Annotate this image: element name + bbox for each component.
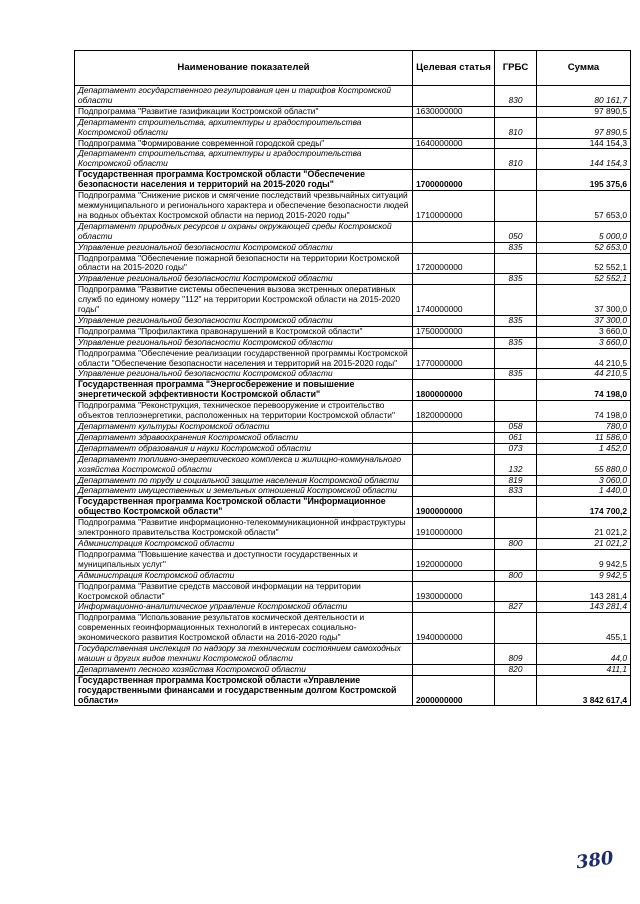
row-sum: 37 300,0 bbox=[537, 285, 631, 316]
row-grbs: 132 bbox=[495, 454, 537, 475]
row-target-article bbox=[413, 86, 495, 107]
row-sum: 21 021,2 bbox=[537, 518, 631, 539]
row-target-article: 1630000000 bbox=[413, 106, 495, 117]
table-header-row bbox=[75, 51, 631, 86]
row-name: Департамент природных ресурсов и охраны окружающей среды Костромской области bbox=[75, 221, 413, 242]
row-sum: 174 700,2 bbox=[537, 497, 631, 518]
row-target-article bbox=[413, 369, 495, 380]
row-sum: 143 281,4 bbox=[537, 581, 631, 602]
row-name: Департамент государственного регулирования цен и тарифов Костромской области bbox=[75, 86, 413, 107]
row-name: Подпрограмма "Развитие средств массовой информации на территории Костромской области" bbox=[75, 581, 413, 602]
row-grbs bbox=[495, 285, 537, 316]
row-name: Подпрограмма "Использование результатов космической деятельности и современных геоинформационных технологий в интересах социально-экономического развития Костромской области на 2016-2020 годы" bbox=[75, 613, 413, 644]
row-name: Управление региональной безопасности Костромской области bbox=[75, 337, 413, 348]
row-grbs: 810 bbox=[495, 117, 537, 138]
row-grbs: 827 bbox=[495, 602, 537, 613]
row-sum: 9 942,5 bbox=[537, 570, 631, 581]
row-grbs bbox=[495, 518, 537, 539]
row-grbs bbox=[495, 380, 537, 401]
row-name: Департамент культуры Костромской области bbox=[75, 422, 413, 433]
row-target-article: 1820000000 bbox=[413, 401, 495, 422]
table-row bbox=[75, 538, 631, 549]
row-sum: 1 440,0 bbox=[537, 486, 631, 497]
row-sum: 411,1 bbox=[537, 664, 631, 675]
row-target-article: 1740000000 bbox=[413, 285, 495, 316]
row-grbs: 800 bbox=[495, 538, 537, 549]
row-target-article: 1750000000 bbox=[413, 326, 495, 337]
row-sum: 37 300,0 bbox=[537, 315, 631, 326]
row-name: Подпрограмма "Повышение качества и доступности государственных и муниципальных услуг" bbox=[75, 549, 413, 570]
table-row bbox=[75, 138, 631, 149]
row-grbs: 820 bbox=[495, 664, 537, 675]
row-sum: 9 942,5 bbox=[537, 549, 631, 570]
row-target-article bbox=[413, 221, 495, 242]
row-grbs: 819 bbox=[495, 475, 537, 486]
table-row bbox=[75, 242, 631, 253]
row-target-article bbox=[413, 337, 495, 348]
row-target-article bbox=[413, 149, 495, 170]
table-row bbox=[75, 497, 631, 518]
table-row bbox=[75, 326, 631, 337]
table-row bbox=[75, 422, 631, 433]
row-sum: 144 154,3 bbox=[537, 138, 631, 149]
row-sum: 780,0 bbox=[537, 422, 631, 433]
row-sum: 44,0 bbox=[537, 644, 631, 665]
row-target-article bbox=[413, 664, 495, 675]
row-name: Государственная программа Костромской области «Управление государственными финансами и государственным долгом Костромской области» bbox=[75, 675, 413, 706]
row-grbs: 833 bbox=[495, 486, 537, 497]
row-grbs bbox=[495, 401, 537, 422]
row-grbs bbox=[495, 613, 537, 644]
table-row bbox=[75, 191, 631, 222]
row-name: Департамент лесного хозяйства Костромской области bbox=[75, 664, 413, 675]
header-grbs: ГРБС bbox=[495, 51, 537, 86]
row-target-article bbox=[413, 274, 495, 285]
table-row bbox=[75, 602, 631, 613]
table-row bbox=[75, 518, 631, 539]
row-target-article: 1800000000 bbox=[413, 380, 495, 401]
row-grbs bbox=[495, 170, 537, 191]
row-target-article bbox=[413, 422, 495, 433]
row-grbs bbox=[495, 106, 537, 117]
row-sum: 52 552,1 bbox=[537, 274, 631, 285]
header-sum: Сумма bbox=[537, 51, 631, 86]
row-name: Департамент имущественных и земельных отношений Костромской области bbox=[75, 486, 413, 497]
table-row bbox=[75, 337, 631, 348]
row-sum: 57 653,0 bbox=[537, 191, 631, 222]
row-target-article: 2000000000 bbox=[413, 675, 495, 706]
table-row bbox=[75, 369, 631, 380]
row-grbs bbox=[495, 581, 537, 602]
table-row bbox=[75, 348, 631, 369]
row-name: Подпрограмма "Снижение рисков и смягчение последствий чрезвычайных ситуаций межмуниципального и регионального характера и обеспечение безопасности людей на водных объектах Костромской области на период 2015-2020 годы" bbox=[75, 191, 413, 222]
row-sum: 80 161,7 bbox=[537, 86, 631, 107]
row-sum: 1 452,0 bbox=[537, 443, 631, 454]
row-name: Департамент строительства, архитектуры и градостроительства Костромской области bbox=[75, 149, 413, 170]
row-sum: 44 210,5 bbox=[537, 348, 631, 369]
row-grbs bbox=[495, 253, 537, 274]
row-name: Департамент топливно-энергетического комплекса и жилищно-коммунального хозяйства Костромской области bbox=[75, 454, 413, 475]
row-target-article: 1910000000 bbox=[413, 518, 495, 539]
row-name: Государственная инспекция по надзору за техническим состоянием самоходных машин и других видов техники Костромской области bbox=[75, 644, 413, 665]
row-name: Государственная программа Костромской области "Информационное общество Костромской области" bbox=[75, 497, 413, 518]
row-grbs: 810 bbox=[495, 149, 537, 170]
table-row bbox=[75, 549, 631, 570]
row-target-article: 1710000000 bbox=[413, 191, 495, 222]
table-row bbox=[75, 486, 631, 497]
row-name: Департамент здравоохранения Костромской области bbox=[75, 432, 413, 443]
row-target-article bbox=[413, 475, 495, 486]
budget-table bbox=[74, 50, 631, 706]
table-row bbox=[75, 644, 631, 665]
row-grbs: 073 bbox=[495, 443, 537, 454]
row-grbs bbox=[495, 138, 537, 149]
row-name: Подпрограмма "Обеспечение пожарной безопасности на территории Костромской области на 2015-2020 годы" bbox=[75, 253, 413, 274]
page-number: 380 bbox=[574, 847, 615, 874]
table-row bbox=[75, 454, 631, 475]
table-row bbox=[75, 274, 631, 285]
row-sum: 11 586,0 bbox=[537, 432, 631, 443]
row-target-article bbox=[413, 644, 495, 665]
row-grbs bbox=[495, 549, 537, 570]
row-grbs: 800 bbox=[495, 570, 537, 581]
table-row bbox=[75, 117, 631, 138]
table-row bbox=[75, 106, 631, 117]
row-name: Подпрограмма "Обеспечение реализации государственной программы Костромской области "Обеспечение безопасности населения и территорий на 2015-2020 годы" bbox=[75, 348, 413, 369]
row-sum: 74 198,0 bbox=[537, 401, 631, 422]
row-sum: 97 890,5 bbox=[537, 106, 631, 117]
table-row bbox=[75, 170, 631, 191]
row-target-article bbox=[413, 602, 495, 613]
row-grbs: 835 bbox=[495, 242, 537, 253]
row-sum: 144 154,3 bbox=[537, 149, 631, 170]
row-sum: 52 552,1 bbox=[537, 253, 631, 274]
row-name: Департамент строительства, архитектуры и градостроительства Костромской области bbox=[75, 117, 413, 138]
header-target-article: Целевая статья bbox=[413, 51, 495, 86]
row-name: Управление региональной безопасности Костромской области bbox=[75, 274, 413, 285]
row-target-article: 1720000000 bbox=[413, 253, 495, 274]
row-target-article bbox=[413, 443, 495, 454]
row-grbs: 835 bbox=[495, 274, 537, 285]
row-target-article bbox=[413, 117, 495, 138]
row-target-article bbox=[413, 242, 495, 253]
row-name: Подпрограмма "Развитие информационно-телекоммуникационной инфраструктуры электронного правительства Костромской области" bbox=[75, 518, 413, 539]
row-target-article: 1700000000 bbox=[413, 170, 495, 191]
row-name: Информационно-аналитическое управление Костромской области bbox=[75, 602, 413, 613]
table-row bbox=[75, 149, 631, 170]
row-name: Управление региональной безопасности Костромской области bbox=[75, 315, 413, 326]
row-sum: 74 198,0 bbox=[537, 380, 631, 401]
header-name: Наименование показателей bbox=[75, 51, 413, 86]
row-grbs bbox=[495, 675, 537, 706]
row-sum: 3 842 617,4 bbox=[537, 675, 631, 706]
row-target-article bbox=[413, 486, 495, 497]
row-grbs: 835 bbox=[495, 315, 537, 326]
table-row bbox=[75, 315, 631, 326]
row-sum: 3 060,0 bbox=[537, 475, 631, 486]
row-target-article: 1920000000 bbox=[413, 549, 495, 570]
row-target-article: 1640000000 bbox=[413, 138, 495, 149]
table-body bbox=[75, 86, 631, 706]
row-name: Администрация Костромской области bbox=[75, 570, 413, 581]
row-name: Государственная программа Костромской области "Обеспечение безопасности населения и территорий на 2015-2020 годы" bbox=[75, 170, 413, 191]
row-sum: 97 890,5 bbox=[537, 117, 631, 138]
table-row bbox=[75, 613, 631, 644]
table-row bbox=[75, 253, 631, 274]
row-grbs bbox=[495, 326, 537, 337]
row-name: Управление региональной безопасности Костромской области bbox=[75, 369, 413, 380]
row-name: Подпрограмма "Развитие газификации Костромской области" bbox=[75, 106, 413, 117]
row-grbs: 809 bbox=[495, 644, 537, 665]
row-name: Департамент по труду и социальной защите населения Костромской области bbox=[75, 475, 413, 486]
table-row bbox=[75, 664, 631, 675]
row-grbs: 835 bbox=[495, 369, 537, 380]
row-target-article: 1770000000 bbox=[413, 348, 495, 369]
row-name: Подпрограмма "Формирование современной городской среды" bbox=[75, 138, 413, 149]
row-target-article: 1900000000 bbox=[413, 497, 495, 518]
row-grbs: 061 bbox=[495, 432, 537, 443]
row-sum: 195 375,6 bbox=[537, 170, 631, 191]
row-name: Подпрограмма "Реконструкция, техническое перевооружение и строительство объектов теплоэнергетики, расположенных на территории Костромской области" bbox=[75, 401, 413, 422]
table-row bbox=[75, 443, 631, 454]
row-name: Администрация Костромской области bbox=[75, 538, 413, 549]
row-grbs: 835 bbox=[495, 337, 537, 348]
row-target-article: 1930000000 bbox=[413, 581, 495, 602]
row-sum: 143 281,4 bbox=[537, 602, 631, 613]
row-sum: 44 210,5 bbox=[537, 369, 631, 380]
table-row bbox=[75, 285, 631, 316]
row-name: Подпрограмма "Профилактика правонарушений в Костромской области" bbox=[75, 326, 413, 337]
table-row bbox=[75, 432, 631, 443]
row-name: Подпрограмма "Развитие системы обеспечения вызова экстренных оперативных служб по единому номеру "112" на территории Костромской области на 2015-2020 годы" bbox=[75, 285, 413, 316]
row-name: Департамент образования и науки Костромской области bbox=[75, 443, 413, 454]
table-row bbox=[75, 675, 631, 706]
row-grbs bbox=[495, 348, 537, 369]
row-target-article bbox=[413, 432, 495, 443]
row-target-article bbox=[413, 538, 495, 549]
row-sum: 5 000,0 bbox=[537, 221, 631, 242]
table-row bbox=[75, 475, 631, 486]
table-row bbox=[75, 86, 631, 107]
table-row bbox=[75, 380, 631, 401]
table-row bbox=[75, 221, 631, 242]
row-name: Управление региональной безопасности Костромской области bbox=[75, 242, 413, 253]
row-grbs bbox=[495, 497, 537, 518]
table-row bbox=[75, 570, 631, 581]
row-name: Государственная программа "Энергосбережение и повышение энергетической эффективности Костромской области" bbox=[75, 380, 413, 401]
table-row bbox=[75, 401, 631, 422]
row-target-article: 1940000000 bbox=[413, 613, 495, 644]
row-grbs: 058 bbox=[495, 422, 537, 433]
table-row bbox=[75, 581, 631, 602]
row-sum: 3 660,0 bbox=[537, 326, 631, 337]
row-target-article bbox=[413, 454, 495, 475]
row-sum: 455,1 bbox=[537, 613, 631, 644]
row-grbs bbox=[495, 191, 537, 222]
row-target-article bbox=[413, 315, 495, 326]
row-sum: 3 660,0 bbox=[537, 337, 631, 348]
row-grbs: 830 bbox=[495, 86, 537, 107]
row-sum: 21 021,2 bbox=[537, 538, 631, 549]
row-target-article bbox=[413, 570, 495, 581]
row-sum: 52 653,0 bbox=[537, 242, 631, 253]
row-grbs: 050 bbox=[495, 221, 537, 242]
row-sum: 55 880,0 bbox=[537, 454, 631, 475]
